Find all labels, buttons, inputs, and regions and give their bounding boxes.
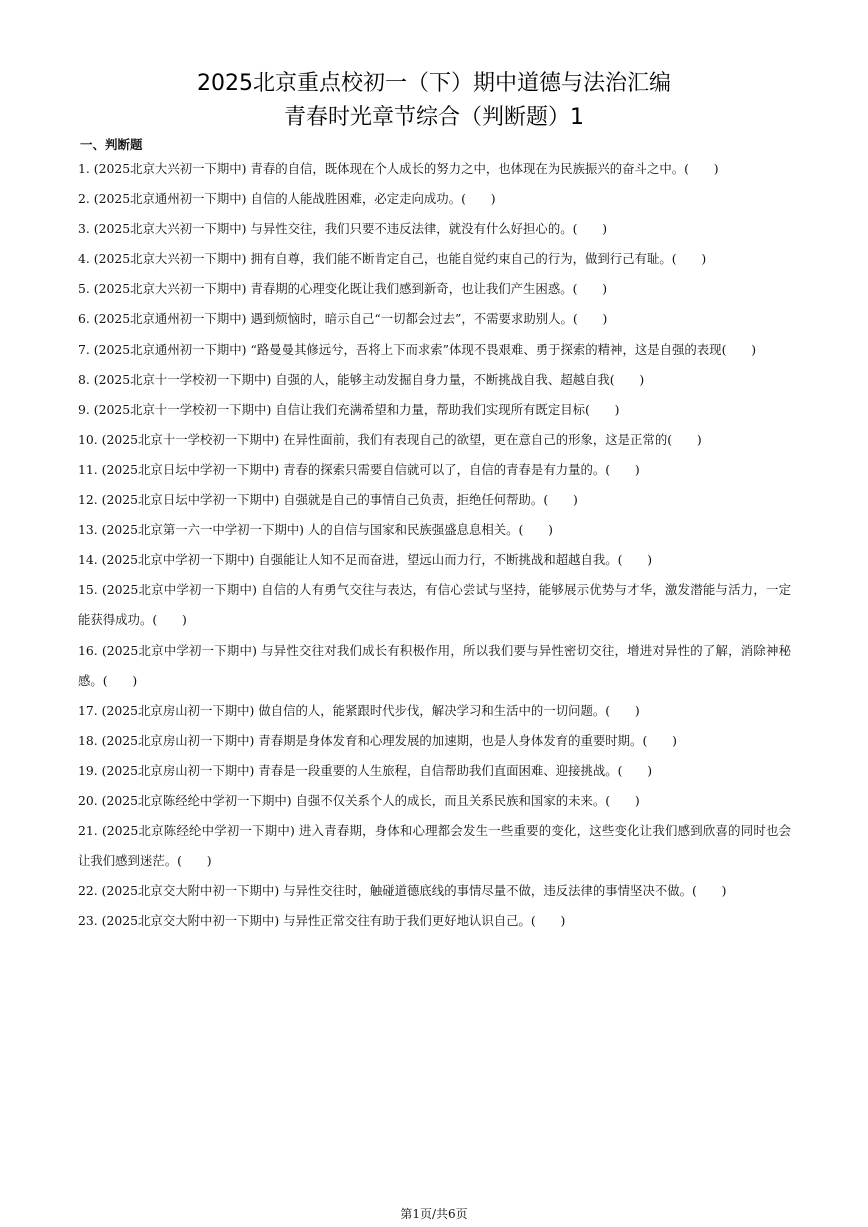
question-number: 8.: [78, 371, 90, 387]
question-text: 青春的自信，既体现在个人成长的努力之中，也体现在为民族振兴的奋斗之中。( ): [250, 161, 719, 176]
question-number: 22.: [78, 883, 98, 899]
question-item: [78, 425, 791, 455]
question-text: 自信的人能战胜困难，必定走向成功。( ): [250, 191, 496, 207]
question-text: 青春的探索只需要自信就可以了，自信的青春是有力量的。( ): [283, 461, 640, 477]
question-item: [78, 274, 791, 304]
question-source: (2025北京通州初一下期中): [93, 311, 247, 327]
question-item: [78, 756, 791, 786]
question-text: 做自信的人，能紧跟时代步伐，解决学习和生活中的一切问题。( ): [258, 702, 640, 718]
question-text: 自强不仅关系个人的成长，而且关系民族和国家的未来。( ): [295, 792, 640, 808]
question-number: 6.: [78, 311, 90, 327]
question-text: 自强能让人知不足而奋进，望远山而力行，不断挑战和超越自我。( ): [258, 552, 653, 568]
question-number: 14.: [78, 552, 98, 568]
question-source: (2025北京中学初一下期中): [101, 552, 255, 568]
question-number: 9.: [78, 401, 90, 417]
question-item: [78, 304, 791, 334]
section-heading: 一、判断题: [80, 137, 143, 152]
question-source: (2025北京日坛中学初一下期中): [101, 492, 280, 508]
question-number: 12.: [78, 492, 98, 508]
question-item: [78, 876, 791, 906]
question-item: [78, 395, 791, 425]
question-text: 青春是一段重要的人生旅程，自信帮助我们直面困难、迎接挑战。( ): [258, 762, 653, 778]
question-text: 与异性交往，我们只要不违反法律，就没有什么好担心的。( ): [250, 221, 608, 237]
question-number: 4.: [78, 251, 90, 267]
question-item: [78, 515, 791, 545]
question-item: [78, 214, 791, 244]
question-text: 进入青春期，身体和心理都会发生一些重要的变化，这些变化让我们感到欣喜的同时也会让我们感到迷茫。( ): [78, 823, 791, 869]
question-number: 17.: [78, 702, 98, 718]
question-source: (2025北京大兴初一下期中): [93, 251, 247, 267]
question-number: 21.: [78, 823, 98, 839]
question-item: [78, 154, 791, 184]
question-item: [78, 184, 791, 214]
question-number: 3.: [78, 221, 90, 237]
question-source: (2025北京十一学校初一下期中): [101, 431, 280, 447]
question-source: (2025北京大兴初一下期中): [93, 161, 247, 176]
question-item: [78, 485, 791, 515]
question-source: (2025北京十一学校初一下期中): [93, 371, 272, 387]
question-source: (2025北京交大附中初一下期中): [101, 913, 280, 929]
question-text: 在异性面前，我们有表现自己的欲望，更在意自己的形象，这是正常的( ): [283, 431, 702, 447]
question-source: (2025北京中学初一下期中): [101, 582, 257, 598]
question-number: 1.: [78, 161, 90, 176]
question-item: [78, 545, 791, 575]
question-number: 20.: [78, 792, 98, 808]
question-text: 拥有自尊，我们能不断肯定自己，也能自觉约束自己的行为，做到行己有耻。( ): [250, 251, 707, 267]
question-text: 自强的人，能够主动发掘自身力量，不断挑战自我、超越自我( ): [275, 371, 645, 387]
document-subtitle: 青春时光章节综合（判断题）1: [284, 105, 584, 130]
question-source: (2025北京大兴初一下期中): [93, 281, 247, 297]
question-number: 5.: [78, 281, 90, 297]
question-item: [78, 636, 791, 696]
question-text: 青春期是身体发育和心理发展的加速期，也是人身体发育的重要时期。( ): [258, 732, 677, 748]
question-item: [78, 244, 791, 274]
question-list: [78, 154, 791, 936]
question-number: 18.: [78, 732, 98, 748]
question-text: “路曼曼其修远兮，吾将上下而求索”体现不畏艰难、勇于探索的精神，这是自强的表现( ): [250, 341, 757, 357]
question-source: (2025北京通州初一下期中): [93, 341, 247, 357]
question-source: (2025北京中学初一下期中): [101, 642, 257, 658]
question-item: [78, 726, 791, 756]
question-number: 10.: [78, 431, 98, 447]
question-item: [78, 786, 791, 816]
question-number: 19.: [78, 762, 98, 778]
question-text: 人的自信与国家和民族强盛息息相关。( ): [307, 522, 553, 538]
document-title: 2025北京重点校初一（下）期中道德与法治汇编: [197, 71, 671, 96]
question-number: 15.: [78, 582, 98, 598]
question-source: (2025北京陈经纶中学初一下期中): [101, 823, 295, 839]
question-source: (2025北京房山初一下期中): [101, 702, 255, 718]
question-source: (2025北京交大附中初一下期中): [101, 883, 280, 899]
page-number: 第1页/共6页: [400, 1207, 468, 1221]
question-text: 自强就是自己的事情自己负责，拒绝任何帮助。( ): [283, 492, 578, 508]
question-number: 7.: [78, 341, 90, 357]
question-item: [78, 335, 791, 365]
question-text: 与异性交往时，触碰道德底线的事情尽量不做，违反法律的事情坚决不做。( ): [283, 883, 727, 899]
question-text: 自信的人有勇气交往与表达，有信心尝试与坚持，能够展示优势与才华，激发潜能与活力，一定能获得成功。( ): [78, 582, 791, 628]
question-number: 13.: [78, 522, 98, 538]
question-item: [78, 455, 791, 485]
question-source: (2025北京通州初一下期中): [93, 191, 247, 207]
question-item: [78, 816, 791, 876]
question-number: 11.: [78, 461, 98, 477]
question-text: 遇到烦恼时，暗示自己“一切都会过去”，不需要求助别人。( ): [250, 311, 608, 327]
question-source: (2025北京大兴初一下期中): [93, 221, 247, 237]
question-number: 16.: [78, 642, 98, 658]
question-text: 与异性交往对我们成长有积极作用，所以我们要与异性密切交往，增进对异性的了解，消除神秘感。( ): [78, 642, 791, 688]
question-item: [78, 906, 791, 936]
question-number: 2.: [78, 191, 90, 207]
question-source: (2025北京十一学校初一下期中): [93, 401, 272, 417]
question-source: (2025北京房山初一下期中): [101, 732, 255, 748]
question-item: [78, 365, 791, 395]
question-item: [78, 575, 791, 635]
question-item: [78, 696, 791, 726]
question-source: (2025北京第一六一中学初一下期中): [101, 522, 304, 538]
question-text: 与异性正常交往有助于我们更好地认识自己。( ): [283, 913, 566, 929]
question-source: (2025北京日坛中学初一下期中): [101, 461, 280, 477]
question-source: (2025北京房山初一下期中): [101, 762, 255, 778]
question-number: 23.: [78, 913, 98, 929]
question-source: (2025北京陈经纶中学初一下期中): [101, 792, 292, 808]
question-text: 自信让我们充满希望和力量，帮助我们实现所有既定目标( ): [275, 401, 620, 417]
question-text: 青春期的心理变化既让我们感到新奇，也让我们产生困惑。( ): [250, 281, 608, 297]
